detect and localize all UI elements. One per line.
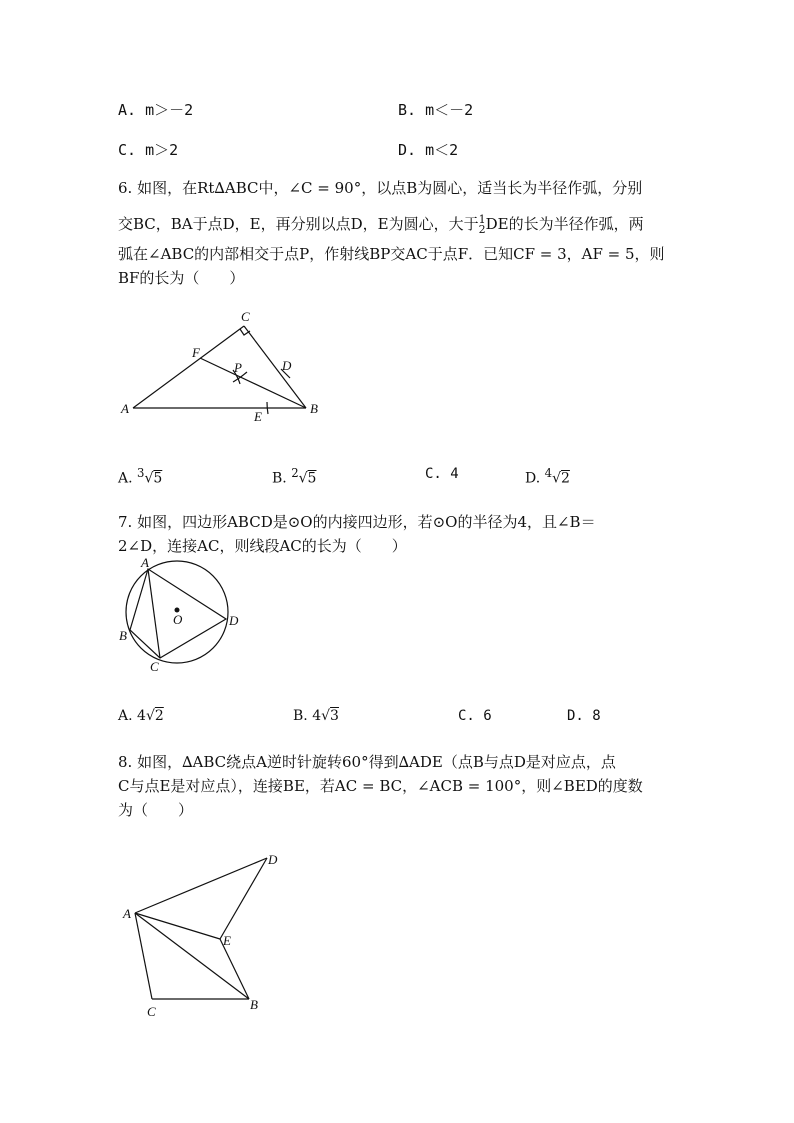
q7-stem-line1: 7. 如图，四边形ABCD是⊙O的内接四边形，若⊙O的半径为4，且∠B＝ [118,513,596,531]
q5-option-a: A. m＞－2 [118,101,194,119]
q7-label-b: B [119,628,127,643]
q8-side-de [220,858,267,939]
q7-option-a: A. 4√2 [118,708,164,724]
q7-label-o: O [173,612,183,627]
q7-label-d: D [229,613,239,628]
q7-stem-line2: 2∠D，连接AC，则线段AC的长为（ ） [118,537,407,555]
q6-option-b: B. $^2$√5 [272,466,317,487]
q6-label-b: B [310,401,318,416]
q8-side-ae [135,913,220,939]
q6-fraction: 1 2 [478,213,486,236]
q6-label-a: A [121,401,129,416]
q8-stem-line3: 为（ ） [118,801,194,819]
q8-side-ad [135,858,267,913]
q6-label-e: E [254,409,262,424]
q6-stem-line3: 弧在∠ABC的内部相交于点P，作射线BP交AC于点F．已知CF = 3，AF = 5，则 [118,245,665,263]
q5-option-c: C. m＞2 [118,141,179,159]
q6-option-a: A. $^3$√5 [118,466,163,487]
q8-side-ac [135,913,152,999]
q8-stem-line1: 8. 如图，∆ABC绕点A逆时针旋转60°得到∆ADE（点B与点D是对应点，点 [118,753,616,771]
q8-segment-be [220,939,249,999]
q6-label-f: F [192,345,200,360]
q5-option-b: B. m＜－2 [398,101,474,119]
q6-label-c: C [241,309,250,324]
q7-option-d: D. 8 [567,708,601,724]
q6-label-p: P [234,360,242,375]
q6-stem-line4: BF的长为（ ） [118,269,245,287]
q6-label-d: D [282,358,292,373]
q8-label-e: E [223,933,231,948]
q6-stem-line1: 6. 如图，在Rt∆ABC中，∠C = 90°，以点B为圆心，适当长为半径作弧，分别 [118,179,643,197]
q7-option-b: B. 4√3 [293,708,339,724]
q8-side-ab [135,913,249,999]
q6-option-c: C. 4 [425,466,459,482]
q8-label-c: C [147,1004,156,1019]
q8-label-d: D [268,852,278,867]
q8-label-a: A [123,906,131,921]
q5-option-d: D. m＜2 [398,141,459,159]
q6-stem-line2a: 交BC，BA于点D，E，再分别以点D，E为圆心，大于 [118,215,479,233]
q7-option-c: C. 6 [458,708,492,724]
q8-stem-line2: C与点E是对应点），连接BE，若AC = BC，∠ACB = 100°，则∠BED的度数 [118,777,643,795]
q7-label-c: C [150,659,159,674]
q6-option-d: D. $^4$√2 [525,466,570,487]
q8-label-b: B [250,997,258,1012]
q7-label-a: A [141,555,149,570]
q6-stem-line2b: DE的长为半径作弧，两 [485,215,644,233]
